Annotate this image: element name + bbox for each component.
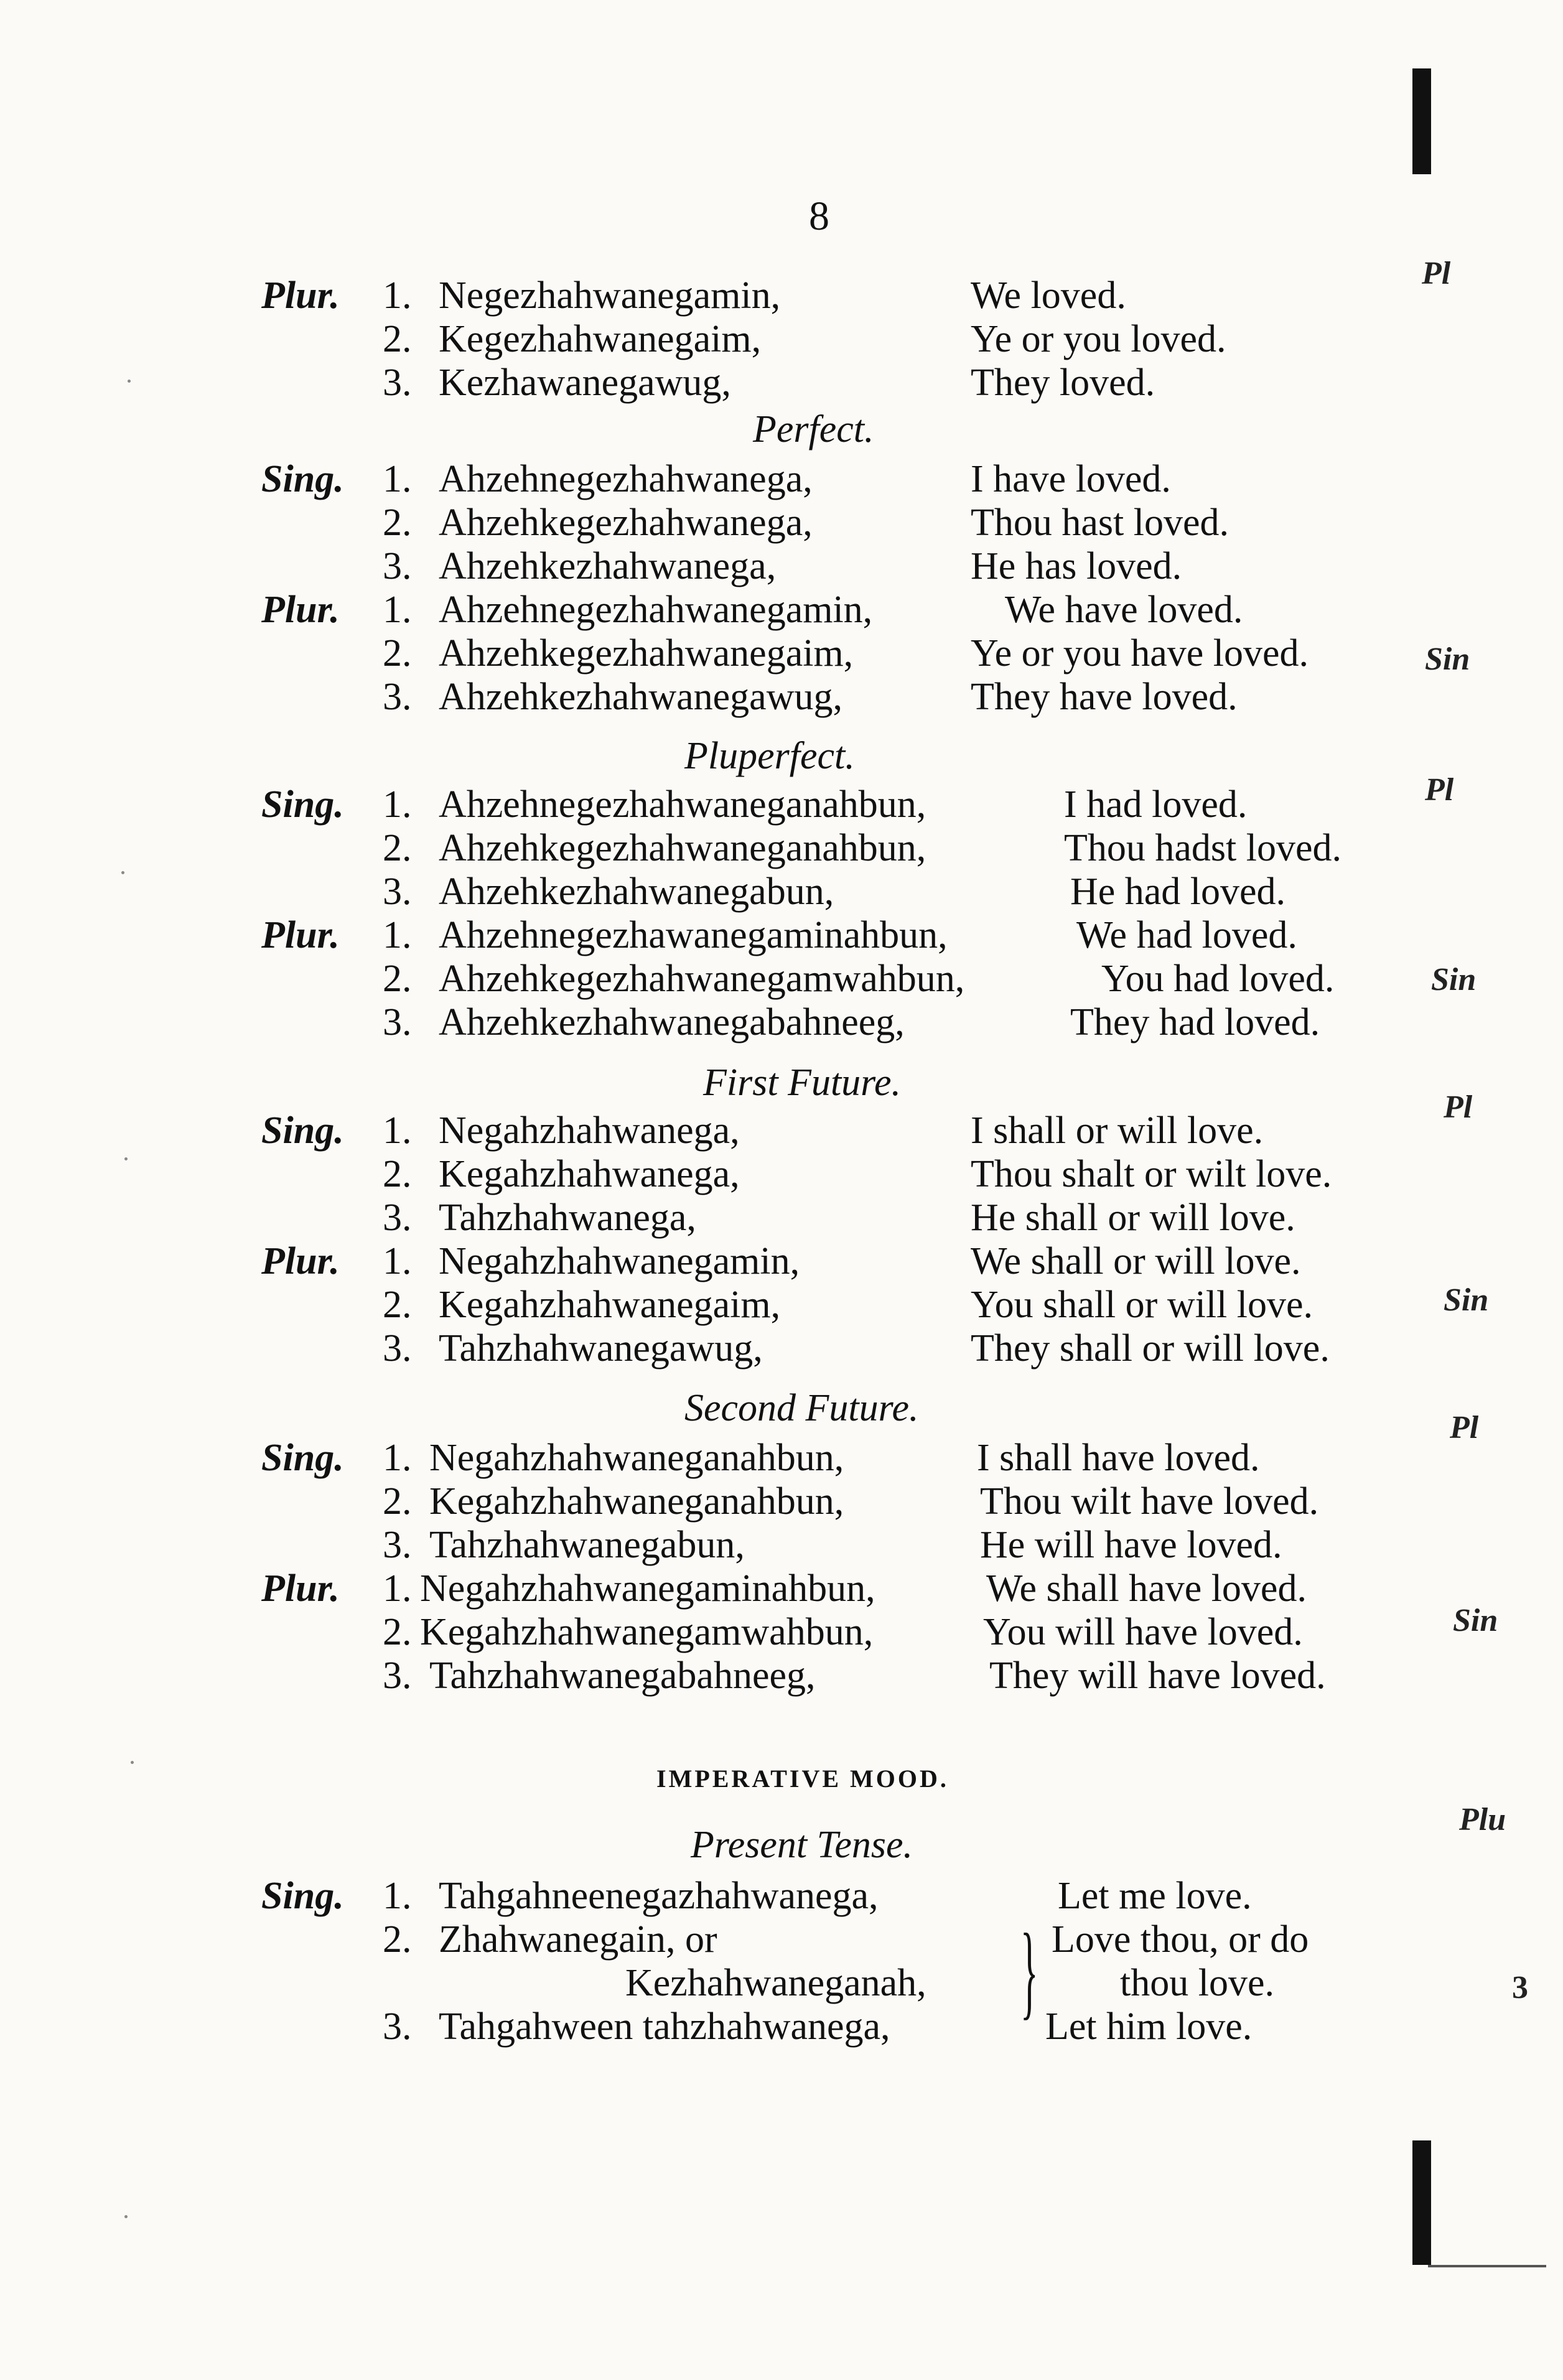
margin-fragment: Pl [1444, 1090, 1473, 1125]
margin-fragment: Pl [1450, 1410, 1479, 1445]
speck [124, 2215, 128, 2218]
page-edge-mark [1412, 2140, 1431, 2265]
table-row: 2. Kegahzhahwanegaim, You shall or will love. [383, 1284, 1313, 1326]
table-row: 3. Tahzhahwanegawug, They shall or will love. [383, 1327, 1330, 1370]
margin-fragment: Pl [1425, 772, 1454, 808]
table-row: Sing. 1. Ahzehnegezhahwaneganahbun, I had loved. [261, 783, 1248, 826]
table-row: 3. Ahzehkezhahwanegabahneeg, They had loved. [383, 1001, 1320, 1043]
table-row: 2. Kegezhahwanegaim, Ye or you loved. [383, 318, 1226, 360]
speck [121, 871, 124, 874]
table-row: 3. Ahzehkezhahwanegawug, They have loved. [383, 676, 1238, 718]
table-row: 3. Tahzhahwanegabun, He will have loved. [383, 1524, 1282, 1566]
page-number: 8 [809, 194, 829, 239]
margin-fragment: Plu [1459, 1802, 1506, 1837]
table-row: 2. Ahzehkegezhahwanega, Thou hast loved. [383, 502, 1229, 544]
table-row: 3. Kezhawanegawug, They loved. [383, 362, 1155, 404]
table-row: Sing. 1. Tahgahneenegazhahwanega, Let me love. [261, 1875, 1252, 1917]
table-row: 3. Tahgahween tahzhahwanega, Let him love. [383, 2005, 1253, 2048]
imperative-mood-title: IMPERATIVE MOOD. [656, 1765, 949, 1793]
table-row: 3. Tahzhahwanega, He shall or will love. [383, 1197, 1295, 1239]
table-row: 2. Zhahwanegain, or Love thou, or do [383, 1918, 1309, 1961]
margin-fragment: 3 [1512, 1970, 1528, 2005]
table-row: Plur. 1. Negahzhahwanegamin, We shall or will love. [261, 1240, 1301, 1282]
table-row: Plur. 1. Ahzehnegezhahwanegamin, We have loved. [261, 589, 1243, 631]
page-edge-mark [1412, 68, 1431, 174]
speck [128, 380, 131, 383]
margin-fragment: Sin [1425, 642, 1470, 677]
speck [124, 1157, 128, 1160]
speck [131, 1761, 134, 1764]
margin-fragment: Pl [1422, 256, 1451, 291]
table-row: Plur. 1. Negezhahwanegamin, We loved. [261, 274, 1126, 317]
book-page: 8 Plur. 1. Negezhahwanegamin, We loved. 2. Kegezhahwanegaim, Ye or you loved. 3. Kezhawanegawug, They loved. Perfect. Sing. 1. Ahzehnegezhahwanega, I have loved. 2. Ahzehkegezhahwanega, Thou hast loved. 3. Ahzehkezhahwanega, He has loved. Plur. 1. Ahzehnegezhahwanegamin, We have loved. 2. Ahzehkegezhahwanegaim, Ye or you have loved. 3. Ahzehkezhahwanegawug, They have loved. Pluperfect. Sing. 1. Ahzehnegezhahwaneganahbun, I had loved. 2. Ahzehkegezhahwaneganahbun, Thou hadst loved. 3. Ahzehkezhahwanegabun, He had loved. Plur. 1. Ahzehnegezhawanegaminahbun, We had loved. 2. Ahzehkegezhahwanegamwahbun, You had loved. 3. Ahzehkezhahwanegabahneeg, They had loved. First Future. Sing. 1. Negahzhahwanega, I shall or will love. 2. Kegahzhahwanega, Thou shalt or wilt love. 3. Tahzhahwanega, He shall or will love. Plur. 1. Negahzhahwanegamin, We shall or will love. 2. Kegahzhahwanegaim, You shall or will love. 3. Tahzhahwanegawug, They shall or will love. Second Future. Sing. 1. Negahzhahwaneganahbun, I shall have loved. 2. Kegahzhahwaneganahbun, Thou wilt have loved. 3. Tahzhahwanegabun, He will have loved. Plur. 1. Negahzhahwanegaminahbun, We shall have loved. 2. Kegahzhahwanegamwahbun, You will have loved. 3. Tahzhahwanegabahneeg, They will have loved. IMPERATIVE MOOD. Present Tense. Sing. 1. Tahgahneenegazhahwanega, Let me love. 2. Zhahwanegain, or Love thou, or do Kezhahwaneganah, thou love. 3. Tahgahween tahzhahwanega, Let him love. } Pl Sin Pl Sin Pl Sin Pl Sin Plu 3 [0, 0, 1563, 2380]
curly-brace-icon: } [1020, 1912, 1038, 2029]
table-row: 2. Kegahzhahwaneganahbun, Thou wilt have loved. [383, 1480, 1319, 1523]
page-edge-line [1428, 2265, 1546, 2267]
table-row: 2. Kegahzhahwanegamwahbun, You will have loved. [383, 1611, 1303, 1653]
table-row: 3. Ahzehkezhahwanega, He has loved. [383, 545, 1182, 587]
table-row: 2. Kegahzhahwanega, Thou shalt or wilt love. [383, 1153, 1332, 1195]
table-row: Plur. 1. Ahzehnegezhawanegaminahbun, We had loved. [261, 914, 1297, 956]
margin-fragment: Sin [1453, 1603, 1498, 1638]
table-row: Kezhahwaneganah, thou love. [625, 1962, 1274, 2004]
table-row: Sing. 1. Negahzhahwanega, I shall or will love. [261, 1109, 1264, 1152]
table-row: Sing. 1. Ahzehnegezhahwanega, I have loved. [261, 458, 1171, 500]
table-row: 3. Ahzehkezhahwanegabun, He had loved. [383, 870, 1286, 913]
table-row: 2. Ahzehkegezhahwanegamwahbun, You had loved. [383, 958, 1335, 1000]
table-row: 3. Tahzhahwanegabahneeg, They will have loved. [383, 1654, 1326, 1697]
margin-fragment: Sin [1431, 962, 1477, 997]
table-row: 2. Ahzehkegezhahwanegaim, Ye or you have loved. [383, 632, 1309, 674]
margin-fragment: Sin [1444, 1282, 1489, 1318]
table-row: Sing. 1. Negahzhahwaneganahbun, I shall have loved. [261, 1437, 1260, 1479]
table-row: 2. Ahzehkegezhahwaneganahbun, Thou hadst loved. [383, 827, 1341, 869]
table-row: Plur. 1. Negahzhahwanegaminahbun, We shall have loved. [261, 1567, 1307, 1610]
